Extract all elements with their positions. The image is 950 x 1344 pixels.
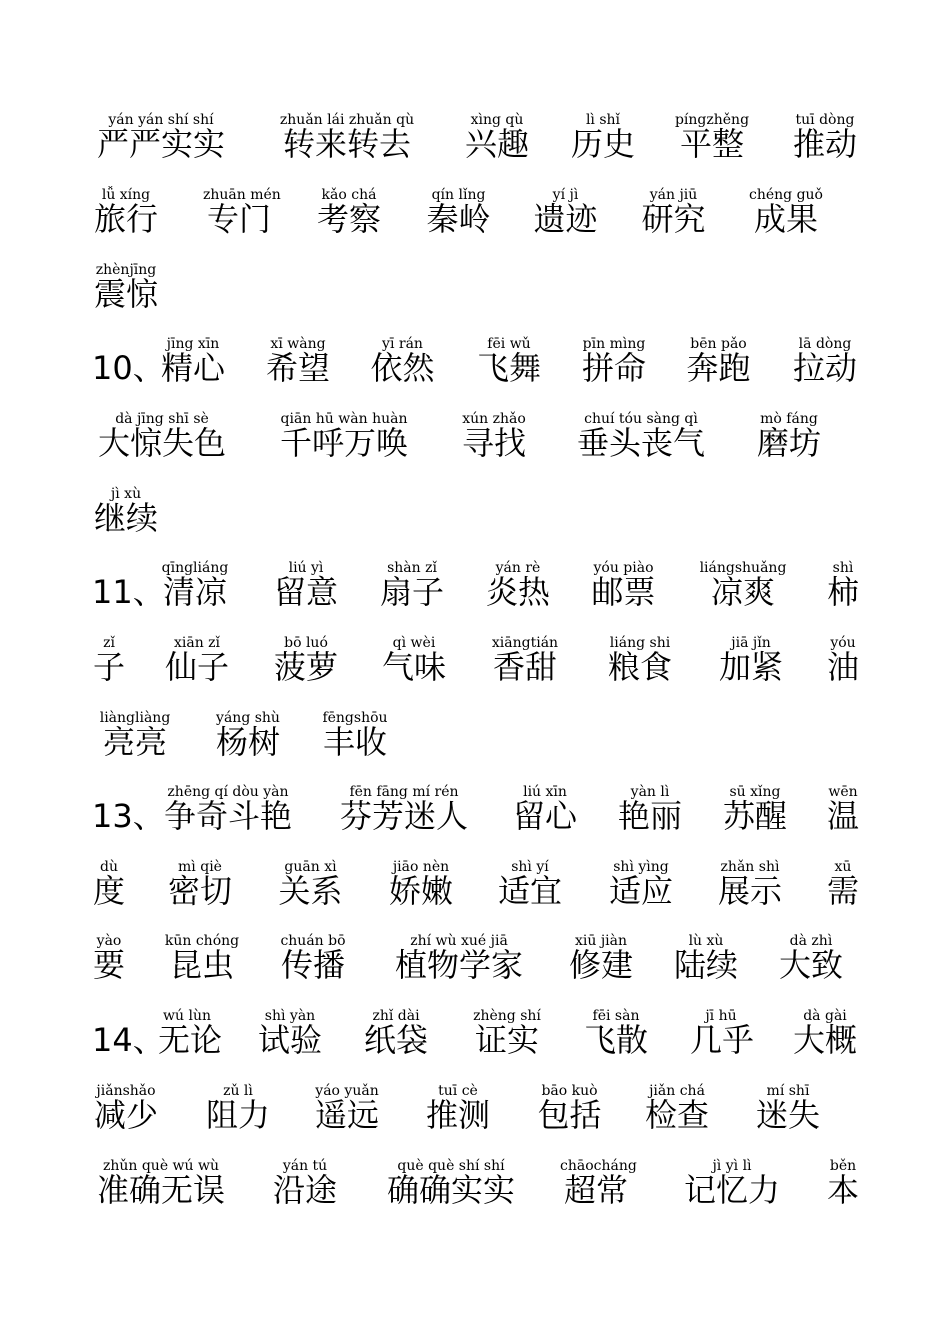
vocab-item xyxy=(512,784,578,844)
pinyin: tuī dòng xyxy=(795,112,855,128)
hanzi-word: 拼命 xyxy=(581,349,646,387)
vocab-item xyxy=(312,1083,382,1143)
vocab-item xyxy=(386,859,456,919)
hanzi-word: 凉爽 xyxy=(710,573,775,611)
hanzi-word: 柿 xyxy=(826,573,859,611)
vocab-line xyxy=(0,1008,950,1068)
hanzi-word: 加紧 xyxy=(718,648,783,686)
pinyin: wēn xyxy=(828,784,858,800)
hanzi-word: 迷失 xyxy=(755,1096,820,1134)
pinyin: yán tú xyxy=(282,1158,328,1174)
hanzi-word: 扇子 xyxy=(379,573,444,611)
hanzi-word: 子 xyxy=(92,648,125,686)
hanzi-word: 沿途 xyxy=(272,1171,337,1209)
vocab-item xyxy=(826,784,860,844)
hanzi-word: 秦岭 xyxy=(426,200,491,238)
vocab-item xyxy=(92,560,232,620)
pinyin: liàngliàng xyxy=(99,710,171,726)
vocab-item xyxy=(531,187,600,247)
pinyin: jī hū xyxy=(705,1008,737,1024)
vocab-item xyxy=(826,560,860,620)
vocab-item xyxy=(92,1008,223,1068)
lesson-number: 11、 xyxy=(92,573,165,611)
hanzi-word: 温 xyxy=(826,797,859,835)
vocab-item xyxy=(566,933,636,993)
hanzi-word: 亮亮 xyxy=(102,723,167,761)
pinyin: liángshuǎng xyxy=(699,560,787,576)
hanzi-word: 杨树 xyxy=(215,723,280,761)
pinyin: zhǎn shì xyxy=(720,859,780,875)
pinyin: zǐ xyxy=(103,635,115,651)
hanzi-word: 震惊 xyxy=(93,275,158,313)
vocab-item xyxy=(204,1083,272,1143)
vocab-item xyxy=(92,486,160,546)
vocab-line xyxy=(0,262,950,322)
hanzi-word: 留意 xyxy=(273,573,338,611)
pinyin: dù xyxy=(100,859,118,875)
hanzi-word: 研究 xyxy=(641,200,706,238)
vocab-item xyxy=(162,635,232,695)
vocab-item xyxy=(643,1083,711,1143)
vocab-line xyxy=(0,1158,950,1218)
hanzi-word: 艳丽 xyxy=(617,797,682,835)
pinyin: chuí tóu sàng qì xyxy=(584,411,698,427)
hanzi-word: 证实 xyxy=(474,1021,539,1059)
vocab-item xyxy=(315,187,383,247)
vocab-item xyxy=(754,411,824,471)
pinyin: liú xīn xyxy=(523,784,567,800)
pinyin: shàn zǐ xyxy=(387,560,437,576)
vocab-line xyxy=(0,112,950,172)
vocab-item xyxy=(716,859,784,919)
pinyin: dà zhì xyxy=(789,933,833,949)
hanzi-word: 试验 xyxy=(257,1021,322,1059)
vocab-item xyxy=(256,1008,324,1068)
vocab-item xyxy=(272,112,422,172)
vocab-item xyxy=(424,1083,492,1143)
pinyin: xiū jiàn xyxy=(574,933,628,949)
pinyin: bāo kuò xyxy=(541,1083,598,1099)
vocab-line xyxy=(0,859,950,919)
pinyin: fēngshōu xyxy=(322,710,388,726)
vocab-line xyxy=(0,710,950,770)
vocab-item xyxy=(320,710,390,770)
hanzi-word: 转来转去 xyxy=(282,125,411,163)
vocab-item xyxy=(380,635,448,695)
pinyin: zǔ lì xyxy=(223,1083,253,1099)
vocab-item xyxy=(270,1158,340,1218)
hanzi-word: 苏醒 xyxy=(722,797,787,835)
vocab-item xyxy=(604,635,676,695)
vocab-item xyxy=(92,859,126,919)
pinyin: fēn fāng mí rén xyxy=(349,784,459,800)
hanzi-word: 遥远 xyxy=(314,1096,379,1134)
pinyin: yào xyxy=(96,933,122,949)
pinyin: shì yìng xyxy=(613,859,669,875)
vocab-item xyxy=(272,635,340,695)
hanzi-word: 历史 xyxy=(570,125,635,163)
pinyin: xìng qù xyxy=(470,112,524,128)
hanzi-word: 炎热 xyxy=(485,573,550,611)
pinyin: yàn lì xyxy=(630,784,670,800)
pinyin: xiāngtián xyxy=(491,635,559,651)
hanzi-word: 陆续 xyxy=(673,946,738,984)
hanzi-word: 严严实实 xyxy=(96,125,225,163)
hanzi-word: 飞散 xyxy=(583,1021,648,1059)
vocab-item xyxy=(468,1008,546,1068)
vocab-item xyxy=(640,187,707,247)
pinyin: lì shǐ xyxy=(585,112,621,128)
pinyin: mò fáng xyxy=(760,411,818,427)
hanzi-word: 磨坊 xyxy=(756,424,821,462)
hanzi-word: 修建 xyxy=(568,946,633,984)
vocab-item xyxy=(278,933,348,993)
vocab-item xyxy=(166,859,234,919)
pinyin: zhǔn què wú wù xyxy=(102,1158,220,1174)
hanzi-word: 要 xyxy=(92,946,125,984)
pinyin: yán yán shí shí xyxy=(108,112,214,128)
vocab-item xyxy=(92,1083,160,1143)
pinyin: yáo yuǎn xyxy=(315,1083,379,1099)
pinyin: yóu piào xyxy=(593,560,654,576)
pinyin: chāocháng xyxy=(560,1158,637,1174)
hanzi-word: 减少 xyxy=(93,1096,158,1134)
pinyin: liáng shi xyxy=(609,635,671,651)
hanzi-word: 拉动 xyxy=(792,349,857,387)
vocab-item xyxy=(686,336,751,396)
hanzi-word: 密切 xyxy=(167,872,232,910)
hanzi-word: 记忆力 xyxy=(683,1171,780,1209)
hanzi-word: 清凉 xyxy=(162,573,227,611)
vocab-line xyxy=(0,560,950,620)
pinyin: dà gài xyxy=(803,1008,847,1024)
hanzi-word: 邮票 xyxy=(591,573,656,611)
vocab-item xyxy=(362,1008,430,1068)
vocab-item xyxy=(570,112,636,172)
lesson-number: 13、 xyxy=(92,797,165,835)
pinyin: yán jiū xyxy=(649,187,698,203)
vocab-item xyxy=(690,1008,755,1068)
vocab-item xyxy=(275,859,346,919)
pinyin: shì yàn xyxy=(264,1008,316,1024)
pinyin: mì qiè xyxy=(178,859,222,875)
vocab-item xyxy=(488,635,562,695)
pinyin: zhēng qí dòu yàn xyxy=(167,784,289,800)
pinyin: jīng xīn xyxy=(166,336,220,352)
pinyin: xiān zǐ xyxy=(173,635,221,651)
vocab-item xyxy=(264,336,332,396)
vocab-line xyxy=(0,486,950,546)
pinyin: zhuǎn lái zhuǎn qù xyxy=(279,112,415,128)
lesson-number: 10、 xyxy=(92,349,165,387)
hanzi-word: 本 xyxy=(826,1171,859,1209)
vocab-line xyxy=(0,784,950,844)
hanzi-word: 香甜 xyxy=(492,648,557,686)
pinyin: jiāo nèn xyxy=(392,859,450,875)
vocab-item xyxy=(826,635,860,695)
hanzi-word: 争奇斗艳 xyxy=(163,797,292,835)
vocab-item xyxy=(484,560,552,620)
hanzi-word: 寻找 xyxy=(461,424,526,462)
vocab-line xyxy=(0,411,950,471)
pinyin: zhí wù xué jiā xyxy=(410,933,508,949)
vocab-item xyxy=(368,336,437,396)
pinyin: kūn chóng xyxy=(164,933,240,949)
hanzi-word: 平整 xyxy=(679,125,744,163)
hanzi-word: 关系 xyxy=(278,872,343,910)
hanzi-word: 几乎 xyxy=(690,1021,755,1059)
pinyin: guān xì xyxy=(284,859,337,875)
vocab-item xyxy=(580,336,648,396)
vocab-item xyxy=(462,112,532,172)
hanzi-word: 希望 xyxy=(265,349,330,387)
hanzi-word: 成果 xyxy=(753,200,818,238)
vocab-line xyxy=(0,336,950,396)
pinyin: lù xù xyxy=(688,933,724,949)
vocab-line xyxy=(0,635,950,695)
hanzi-word: 依然 xyxy=(370,349,435,387)
pinyin: wú lùn xyxy=(163,1008,211,1024)
lesson-number: 14、 xyxy=(92,1021,165,1059)
pinyin: pīn mìng xyxy=(582,336,646,352)
pinyin: bō luó xyxy=(284,635,328,651)
hanzi-word: 适宜 xyxy=(497,872,562,910)
hanzi-word: 包括 xyxy=(537,1096,602,1134)
pinyin: zhènjīng xyxy=(95,262,157,278)
hanzi-word: 菠萝 xyxy=(273,648,338,686)
hanzi-word: 大致 xyxy=(778,946,843,984)
pinyin: zhǐ dài xyxy=(372,1008,420,1024)
pinyin: jì yì lì xyxy=(712,1158,752,1174)
pinyin: yáng shù xyxy=(216,710,280,726)
hanzi-word: 度 xyxy=(92,872,125,910)
vocab-item xyxy=(590,560,657,620)
hanzi-word: 丰收 xyxy=(322,723,387,761)
pinyin: xū xyxy=(834,859,852,875)
vocab-item xyxy=(582,1008,650,1068)
hanzi-word: 遗迹 xyxy=(533,200,598,238)
hanzi-word: 仙子 xyxy=(164,648,229,686)
hanzi-word: 继续 xyxy=(93,499,158,537)
pinyin: lǚ xíng xyxy=(101,187,151,203)
vocab-item xyxy=(92,710,178,770)
pinyin: yī rán xyxy=(382,336,423,352)
hanzi-word: 千呼万唤 xyxy=(279,424,408,462)
hanzi-word: 留心 xyxy=(512,797,577,835)
hanzi-word: 需 xyxy=(826,872,859,910)
vocab-item xyxy=(92,187,160,247)
vocab-item xyxy=(673,112,751,172)
hanzi-word: 昆虫 xyxy=(169,946,234,984)
pinyin: chuán bō xyxy=(280,933,346,949)
vocab-item xyxy=(776,933,846,993)
vocab-item xyxy=(606,859,676,919)
pinyin: qīngliáng xyxy=(161,560,229,576)
pinyin: kǎo chá xyxy=(321,187,377,203)
vocab-item xyxy=(572,411,710,471)
hanzi-word: 娇嫩 xyxy=(388,872,453,910)
vocab-item xyxy=(334,784,474,844)
hanzi-word: 考察 xyxy=(316,200,381,238)
hanzi-word: 兴趣 xyxy=(464,125,529,163)
hanzi-word: 推测 xyxy=(425,1096,490,1134)
pinyin: sū xǐng xyxy=(729,784,781,800)
vocab-item xyxy=(92,336,228,396)
pinyin: jiǎn chá xyxy=(649,1083,705,1099)
vocab-item xyxy=(790,112,860,172)
pinyin: dà jīng shī sè xyxy=(115,411,209,427)
hanzi-word: 超常 xyxy=(563,1171,628,1209)
vocab-item xyxy=(214,710,282,770)
pinyin: fēi sàn xyxy=(592,1008,640,1024)
vocab-item xyxy=(826,859,860,919)
vocab-line xyxy=(0,1083,950,1143)
hanzi-word: 确确实实 xyxy=(386,1171,515,1209)
pinyin: píngzhěng xyxy=(674,112,750,128)
pinyin: yán rè xyxy=(495,560,541,576)
vocab-item xyxy=(92,784,298,844)
vocab-item xyxy=(497,859,563,919)
vocab-item xyxy=(272,560,340,620)
vocab-item xyxy=(164,933,240,993)
pinyin: yí jì xyxy=(552,187,579,203)
vocab-item xyxy=(718,635,784,695)
hanzi-word: 植物学家 xyxy=(394,946,523,984)
vocab-item xyxy=(720,784,790,844)
hanzi-word: 适应 xyxy=(608,872,673,910)
hanzi-word: 检查 xyxy=(644,1096,709,1134)
hanzi-word: 旅行 xyxy=(93,200,158,238)
hanzi-word: 垂头丧气 xyxy=(576,424,705,462)
vocab-item xyxy=(696,560,790,620)
hanzi-word: 粮食 xyxy=(607,648,672,686)
hanzi-word: 气味 xyxy=(381,648,446,686)
pinyin: zhèng shí xyxy=(473,1008,541,1024)
hanzi-word: 准确无误 xyxy=(96,1171,225,1209)
pinyin: jiā jǐn xyxy=(731,635,771,651)
pinyin: zhuān mén xyxy=(203,187,281,203)
vocab-item xyxy=(753,1083,823,1143)
vocab-item xyxy=(672,933,740,993)
vocab-item xyxy=(92,933,126,993)
pinyin: shì xyxy=(832,560,854,576)
pinyin: chéng guǒ xyxy=(749,187,823,203)
pinyin: mí shī xyxy=(766,1083,810,1099)
pinyin: yóu xyxy=(830,635,856,651)
vocab-line xyxy=(0,187,950,247)
vocab-item xyxy=(616,784,684,844)
pinyin: qiān hū wàn huàn xyxy=(280,411,408,427)
hanzi-word: 精心 xyxy=(160,349,225,387)
vocab-item xyxy=(274,411,414,471)
vocab-item xyxy=(460,411,528,471)
vocab-item xyxy=(378,560,446,620)
vocab-item xyxy=(390,933,528,993)
pinyin: jì xù xyxy=(110,486,142,502)
vocab-line xyxy=(0,933,950,993)
hanzi-word: 奔跑 xyxy=(686,349,751,387)
pinyin: lā dòng xyxy=(798,336,852,352)
vocab-item xyxy=(680,1158,784,1218)
vocab-item xyxy=(790,1008,860,1068)
pinyin: fēi wǔ xyxy=(487,336,531,352)
pinyin: qín lǐng xyxy=(431,187,486,203)
hanzi-word: 展示 xyxy=(717,872,782,910)
vocab-item xyxy=(826,1158,860,1218)
vocab-item xyxy=(92,262,160,322)
pinyin: liú yì xyxy=(288,560,324,576)
vocab-item xyxy=(92,411,232,471)
hanzi-word: 无论 xyxy=(158,1021,223,1059)
pinyin: xún zhǎo xyxy=(462,411,526,427)
hanzi-word: 飞舞 xyxy=(476,349,541,387)
hanzi-word: 大概 xyxy=(792,1021,857,1059)
hanzi-word: 传播 xyxy=(280,946,345,984)
pinyin: qì wèi xyxy=(392,635,436,651)
vocab-item xyxy=(92,112,230,172)
pinyin: shì yí xyxy=(511,859,549,875)
pinyin: què què shí shí xyxy=(397,1158,505,1174)
vocab-item xyxy=(92,635,126,695)
vocab-item xyxy=(203,187,281,247)
pinyin: běn xyxy=(829,1158,857,1174)
hanzi-word: 专门 xyxy=(206,200,271,238)
vocab-item xyxy=(535,1083,604,1143)
vocab-item xyxy=(747,187,825,247)
pinyin: jiǎnshǎo xyxy=(96,1083,156,1099)
pinyin: tuī cè xyxy=(438,1083,478,1099)
hanzi-word: 油 xyxy=(826,648,859,686)
hanzi-word: 芬芳迷人 xyxy=(339,797,468,835)
vocab-item xyxy=(382,1158,520,1218)
hanzi-word: 纸袋 xyxy=(363,1021,428,1059)
hanzi-word: 大惊失色 xyxy=(97,424,226,462)
vocab-item xyxy=(560,1158,637,1218)
vocab-item xyxy=(475,336,543,396)
hanzi-word: 推动 xyxy=(792,125,857,163)
pinyin: bēn pǎo xyxy=(690,336,747,352)
vocab-item xyxy=(92,1158,230,1218)
pinyin: xī wàng xyxy=(270,336,326,352)
hanzi-word: 阻力 xyxy=(205,1096,270,1134)
vocab-item xyxy=(790,336,860,396)
vocab-item xyxy=(425,187,492,247)
